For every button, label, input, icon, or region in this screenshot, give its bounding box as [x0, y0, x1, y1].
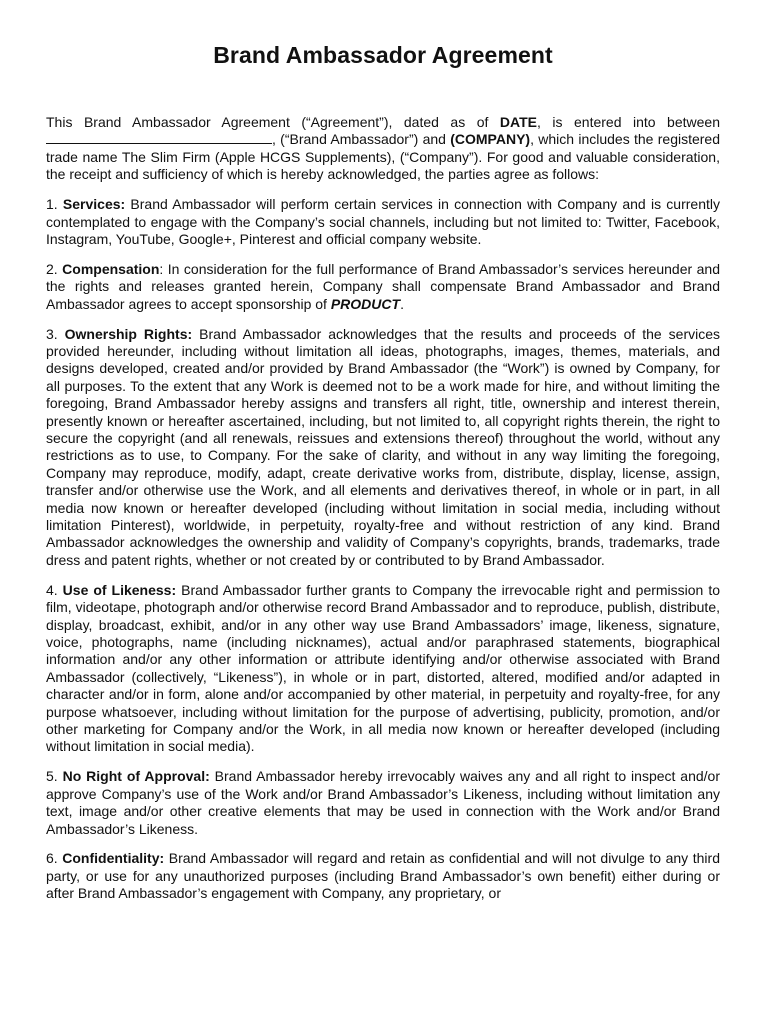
section-use-of-likeness: [46, 582, 720, 756]
section-text: Brand Ambassador further grants to Company the irrevocable right and permission to film, videotape, photograph and/or otherwise record Brand Ambassador and to reproduce, publish, distribute, display, broadcast, exhibit, and/or in any other way use Brand Ambassadors’ image, likeness, signature, voice, photographs, name (including nicknames), actual and/or paraphrased statements, biographical information and/or any other information or attribute identifying and/or otherwise associated with Brand Ambassador (collectively, “Likeness”), in whole or in part, distorted, altered, modified and/or adapted in character and/or in form, alone and/or accompanied by other material, in perpetuity and royalty-free, for any purpose whatsoever, including without limitation for the purpose of advertising, publicity, promotion, and/or other marketing for Company and/or the Work, in all media now known or hereafter developed (including without limitation in social media).: [46, 581, 721, 755]
section-number: 1.: [46, 196, 63, 213]
intro-text-3: , (“Brand Ambassador”) and: [272, 131, 451, 148]
section-confidentiality: [46, 850, 720, 902]
document-page: [46, 0, 720, 1024]
ambassador-name-blank: [46, 132, 272, 144]
section-heading: Confidentiality:: [62, 850, 165, 867]
date-placeholder: DATE: [499, 114, 537, 130]
section-text: Brand Ambassador will regard and retain as confidential and will not divulge to any third party, or use for any unauthorized purposes (including Brand Ambassador’s own benefit) either during or after Brand Ambassador’s engagement with Company, any proprietary, or: [46, 850, 720, 902]
section-compensation: [46, 261, 720, 313]
section-ownership-rights: [46, 326, 720, 570]
section-text: Brand Ambassador hereby irrevocably waives any and all right to inspect and/or approve Company’s use of the Work and/or Brand Ambassador’s Likeness, including without limitation any text, image and/or other creative elements that may be used in connection with the Work and/or Brand Ambassador’s Likeness.: [46, 768, 721, 837]
section-heading: Use of Likeness:: [62, 581, 177, 598]
section-heading: Ownership Rights:: [64, 325, 193, 342]
section-number: 3.: [46, 325, 65, 342]
agreement-body: [46, 114, 720, 915]
intro-text-2: , is entered into between: [536, 114, 720, 130]
section-number: 5.: [46, 768, 63, 785]
section-no-right-of-approval: [46, 768, 720, 838]
section-number: 6.: [46, 850, 63, 867]
section-number: 2.: [46, 260, 63, 277]
company-placeholder: (COMPANY): [450, 131, 531, 148]
product-placeholder: PRODUCT: [330, 295, 401, 312]
section-heading: No Right of Approval:: [62, 768, 210, 785]
section-heading: Services:: [62, 196, 126, 213]
intro-paragraph: [46, 114, 720, 184]
section-text: : In consideration for the full performance of Brand Ambassador’s services hereunder and the rights and releases granted herein, Company shall compensate Brand Ambassador and Brand Ambassador agrees to accept sponsorship of: [46, 260, 720, 312]
section-text: Brand Ambassador will perform certain services in connection with Company and is currently contemplated to engage with the Company’s social channels, including but not limited to: Twitter, Facebook, Instagram, YouTube, Google+, Pinterest and official company website.: [46, 196, 720, 247]
section-services: [46, 196, 720, 248]
section-text-end: .: [400, 295, 404, 312]
intro-text-4: , which includes the registered trade name The Slim Firm (Apple HCGS Supplements), (“Company”). For good and valuable consideration, the receipt and sufficiency of which is hereby acknowledged, the parties agree as follows:: [46, 131, 720, 183]
section-heading: Compensation: [62, 260, 160, 277]
intro-text-1: This Brand Ambassador Agreement (“Agreement”), dated as of: [46, 114, 500, 130]
section-number: 4.: [46, 581, 63, 598]
section-text: Brand Ambassador acknowledges that the results and proceeds of the services provided hereunder, including without limitation all ideas, photographs, images, themes, materials, and designs developed, created and/or provided by Brand Ambassador (the “Work”) is owned by Company, for all purposes. To the extent that any Work is deemed not to be a work made for hire, and without limiting the foregoing, Brand Ambassador hereby assigns and transfers all right, title, ownership and interest therein, presently known or hereafter ascertained, including, but not limited to, all copyright rights therein, the right to secure the copyright (and all renewals, reissues and extensions thereof) throughout the world, without any restrictions as to use, to Company. For the sake of clarity, and without in any way limiting the foregoing, Company may reproduce, modify, adapt, create derivative works from, distribute, display, license, assign, transfer and/or otherwise use the Work, and all elements and derivatives thereof, in whole or in part, in all media now known or hereafter developed (including without limitation in social media, including without limitation Pinterest), worldwide, in perpetuity, royalty-free and without restriction of any kind. Brand Ambassador acknowledges the ownership and validity of Company’s copyrights, brands, trademarks, trade dress and patent rights, whether or not created by or contributed to by Brand Ambassador.: [46, 325, 721, 568]
document-title: Brand Ambassador Agreement: [213, 42, 553, 68]
